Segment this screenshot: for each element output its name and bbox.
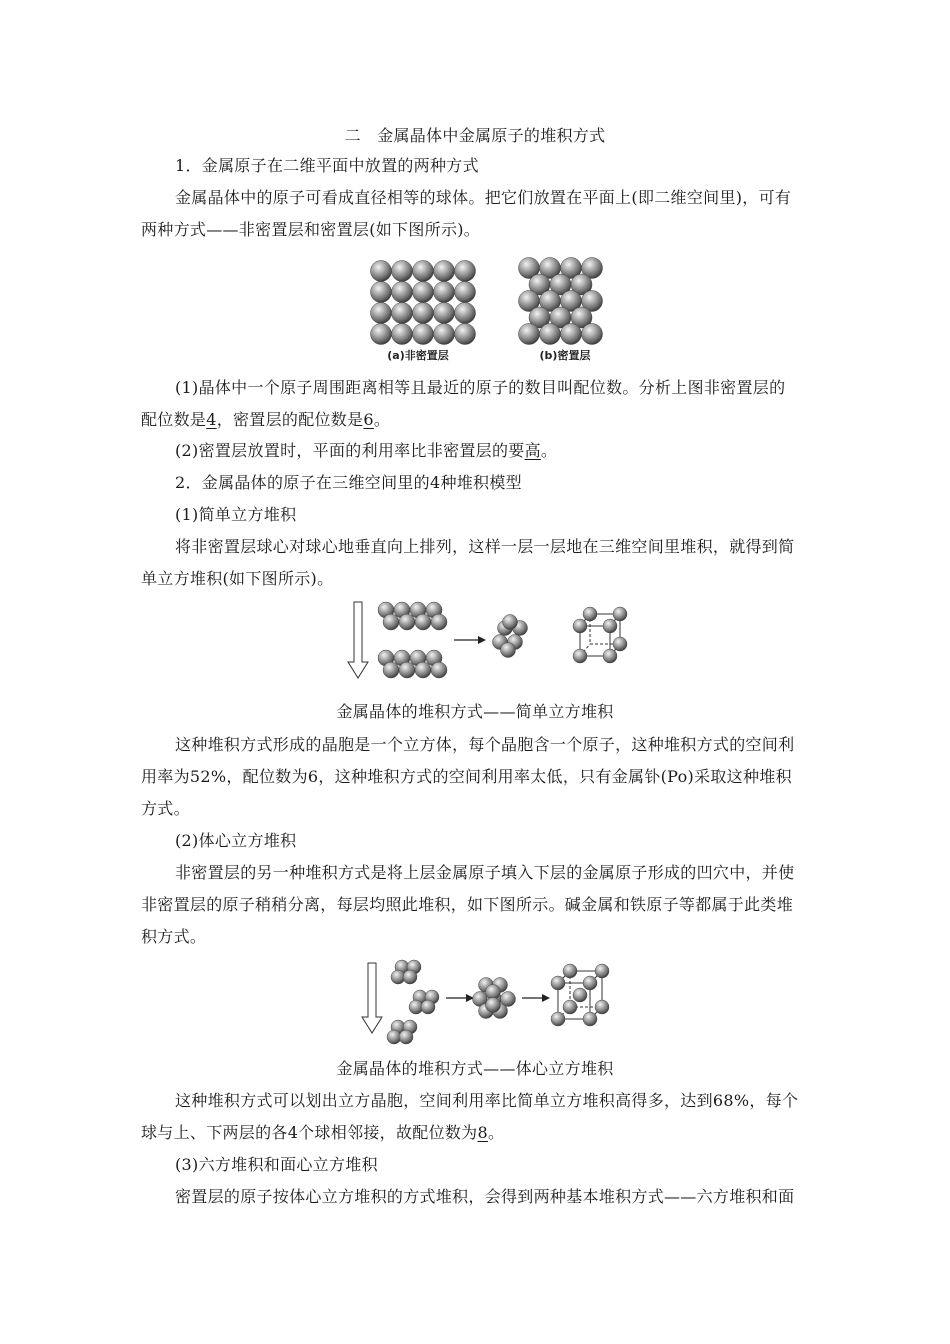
atom-sphere xyxy=(595,1000,609,1014)
body-centered-cubic-figure xyxy=(362,955,652,1055)
text-span: 。 xyxy=(373,410,391,429)
atom-sphere xyxy=(413,303,434,324)
paragraph-line xyxy=(141,1123,504,1143)
figure-caption: 金属晶体的堆积方式——体心立方堆积 xyxy=(336,1059,614,1078)
unit-cell-diagram xyxy=(551,964,609,1026)
text-span: 。 xyxy=(487,1123,505,1142)
atom-sphere xyxy=(371,261,392,282)
atom-sphere xyxy=(486,998,501,1013)
text-span: 球与上、下两层的各4个球相邻接，故配位数为 xyxy=(141,1123,478,1142)
atom-sphere xyxy=(434,282,455,303)
close-packed-layer-diagram xyxy=(519,258,603,345)
downward-arrow-icon xyxy=(348,602,368,678)
atom-sphere xyxy=(413,261,434,282)
paragraph-line: 将非密置层球心对球心地垂直向上排列，这样一层一层地在三维空间里堆积，就得到简 xyxy=(175,537,795,556)
atom-sphere xyxy=(415,614,431,630)
text-span: (2)密置层放置时，平面的利用率比非密置层的要 xyxy=(175,441,525,460)
answer-blank: 8 xyxy=(477,1123,488,1142)
atom-sphere xyxy=(455,261,476,282)
atom-sphere xyxy=(431,614,447,630)
atom-sphere xyxy=(434,303,455,324)
figure-label-b: (b)密置层 xyxy=(539,349,591,362)
atom-sphere xyxy=(582,324,603,345)
atom-sphere xyxy=(573,649,587,663)
figure-label-a: (a)非密置层 xyxy=(387,349,449,362)
atom-sphere xyxy=(371,282,392,303)
atom-sphere xyxy=(371,324,392,345)
question-2-line xyxy=(175,441,557,461)
atom-sphere xyxy=(595,964,609,978)
atom-sphere xyxy=(392,324,413,345)
atom-sphere xyxy=(415,662,431,678)
simple-cubic-heading: (1)简单立方堆积 xyxy=(175,505,297,524)
atom-sphere xyxy=(399,1030,413,1044)
atom-sphere xyxy=(455,282,476,303)
atom-sphere xyxy=(383,614,399,630)
paragraph-line: 这种堆积方式可以划出立方晶胞，空间利用率比简单立方堆积高得多，达到68%，每个 xyxy=(175,1091,799,1110)
answer-blank: 6 xyxy=(363,410,374,429)
atom-sphere xyxy=(392,282,413,303)
atom-sphere xyxy=(573,619,587,633)
answer-blank: 高 xyxy=(524,441,541,460)
atom-sphere xyxy=(455,324,476,345)
paragraph-line: 积方式。 xyxy=(141,927,207,946)
figure-caption: 金属晶体的堆积方式——简单立方堆积 xyxy=(336,702,614,721)
atom-sphere xyxy=(583,976,597,990)
paragraph-line: 密置层的原子按体心立方堆积的方式堆积，会得到两种基本堆积方式——六方堆积和面 xyxy=(175,1187,795,1206)
paragraph-line: 非密置层的原子稍稍分离，每层均照此堆积，如下图所示。碱金属和铁原子等都属于此类堆 xyxy=(141,895,794,914)
atom-sphere xyxy=(583,1012,597,1026)
atom-sphere xyxy=(603,619,617,633)
atom-sphere xyxy=(392,303,413,324)
text-span: ，密置层的配位数是 xyxy=(216,410,364,429)
atom-sphere xyxy=(603,649,617,663)
atom-sphere xyxy=(434,261,455,282)
atom-sphere xyxy=(399,614,415,630)
body-centered-cubic-heading: (2)体心立方堆积 xyxy=(175,831,297,850)
question-1-line: (1)晶体中一个原子周围距离相等且最近的原子的数目叫配位数。分析上图非密置层的 xyxy=(175,378,786,397)
simple-cubic-figure xyxy=(350,598,640,693)
paragraph-line: 非密置层的另一种堆积方式是将上层金属原子填入下层的金属原子形成的凹穴中，并使 xyxy=(175,863,795,882)
stacked-atoms-diagram xyxy=(493,615,528,658)
paragraph-line: 用率为52%，配位数为6，这种堆积方式的空间利用率太低，只有金属钋(Po)采取这种堆积 xyxy=(141,767,792,786)
atom-sphere xyxy=(563,1000,577,1014)
atom-sphere xyxy=(413,324,434,345)
paragraph-line: 方式。 xyxy=(141,799,190,818)
atom-sphere xyxy=(413,282,434,303)
atom-sphere xyxy=(519,324,540,345)
paragraph-line: 金属晶体中的原子可看成直径相等的球体。把它们放置在平面上(即二维空间里)，可有 xyxy=(175,188,792,207)
atom-sphere xyxy=(503,615,518,630)
atom-sphere xyxy=(434,324,455,345)
atom-sphere xyxy=(613,607,627,621)
atom-sphere xyxy=(431,662,447,678)
atom-sphere xyxy=(563,964,577,978)
atom-sphere xyxy=(421,1000,435,1014)
bottom-layer-diagram xyxy=(378,650,447,678)
atom-sphere xyxy=(551,976,565,990)
layer-arrangement-figure xyxy=(360,250,630,370)
atom-sphere xyxy=(371,303,392,324)
atom-sphere xyxy=(501,643,516,658)
paragraph-line: 单立方堆积(如下图所示)。 xyxy=(141,569,334,588)
non-close-packed-layer-diagram xyxy=(371,261,476,345)
downward-arrow-icon xyxy=(362,963,382,1033)
atom-sphere xyxy=(573,988,587,1002)
atom-sphere xyxy=(551,1012,565,1026)
section-1-heading: 1．金属原子在二维平面中放置的两种方式 xyxy=(175,156,479,175)
hexagonal-fcc-heading: (3)六方堆积和面心立方堆积 xyxy=(175,1155,378,1174)
atom-sphere xyxy=(383,662,399,678)
unit-cell-diagram xyxy=(573,607,627,663)
section-2-heading: 2．金属晶体的原子在三维空间里的4种堆积模型 xyxy=(175,473,522,492)
atom-sphere xyxy=(455,303,476,324)
atom-sphere xyxy=(583,607,597,621)
paragraph-line: 这种堆积方式形成的晶胞是一个立方体，每个晶胞含一个原子，这种堆积方式的空间利 xyxy=(175,735,795,754)
top-layer-diagram xyxy=(378,602,447,630)
atom-sphere xyxy=(613,637,627,651)
section-title: 二 金属晶体中金属原子的堆积方式 xyxy=(344,126,606,145)
atom-sphere xyxy=(540,324,561,345)
atom-sphere xyxy=(561,324,582,345)
text-span: 配位数是 xyxy=(141,410,207,429)
atom-sphere xyxy=(399,662,415,678)
atom-sphere xyxy=(403,970,417,984)
text-span: 。 xyxy=(540,441,558,460)
atom-sphere xyxy=(392,261,413,282)
paragraph-line: 两种方式——非密置层和密置层(如下图所示)。 xyxy=(141,220,481,239)
answer-blank: 4 xyxy=(206,410,217,429)
right-arrow-icon xyxy=(454,636,486,644)
question-1-line-2 xyxy=(141,410,390,430)
stacked-atoms-diagram xyxy=(473,978,516,1019)
layers-diagram xyxy=(387,960,439,1044)
